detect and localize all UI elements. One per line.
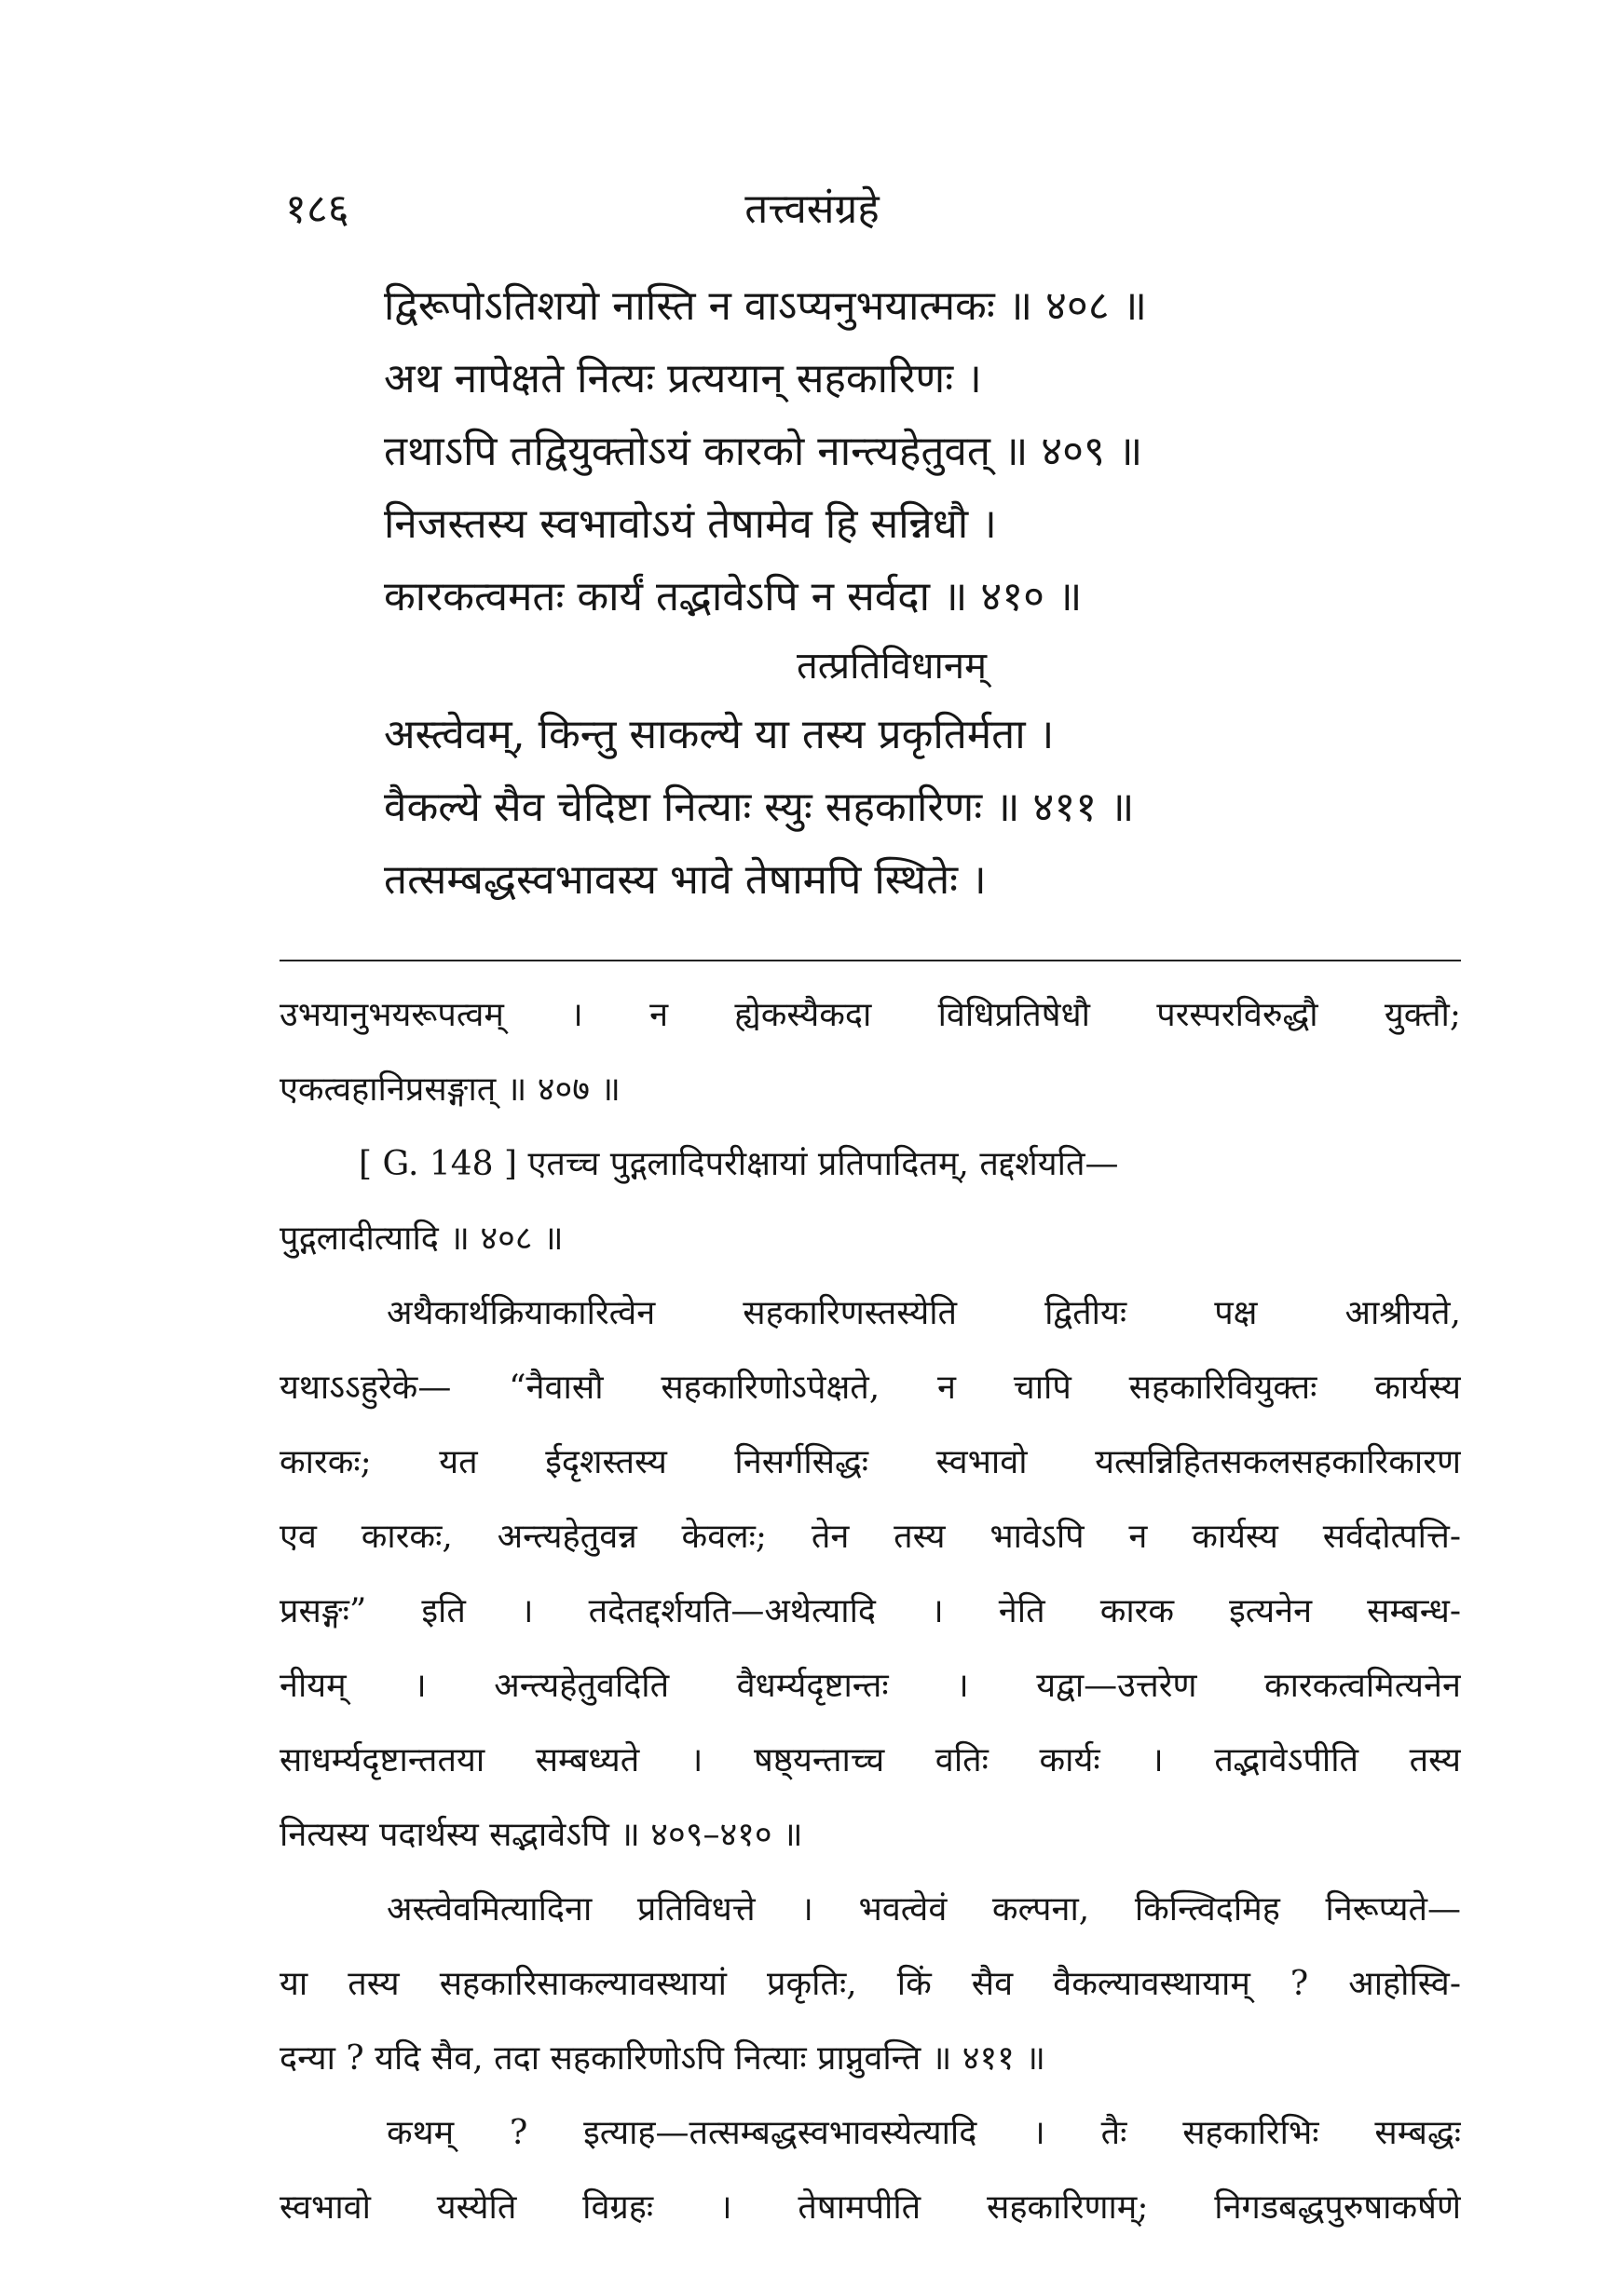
section-divider — [280, 960, 1461, 961]
commentary-block — [280, 978, 1461, 2245]
verse-line: वैकल्ये सैव चेदिष्टा नित्याः स्युः सहकारिणः ॥ ४११ ॥ — [384, 784, 1135, 831]
commentary-line: अथैकार्थक्रियाकारित्वेन सहकारिणस्तस्येति द्वितीयः पक्ष आश्रीयते, — [387, 1294, 1461, 1332]
commentary-line: उभयानुभयरूपत्वम् । न ह्येकस्यैकदा विधिप्रतिषेधौ परस्परविरुद्धौ युक्तौ; — [280, 996, 1461, 1034]
page-number: १८६ — [285, 185, 349, 233]
verse-line: अथ नापेक्षते नित्यः प्रत्ययान् सहकारिणः । — [384, 355, 982, 402]
verse-line: अस्त्वेवम्, किन्तु साकल्ये या तस्य प्रकृतिर्मता । — [384, 711, 1055, 758]
section-heading: तत्प्रतिविधानम् — [797, 645, 987, 688]
commentary-line: नीयम् । अन्त्यहेतुवदिति वैधर्म्यदृष्टान्तः । यद्वा—उत्तरेण कारकत्वमित्यनेन — [280, 1667, 1461, 1705]
commentary-line: [ G. 148 ] एतच्च पुद्गलादिपरीक्षायां प्रतिपादितम्, तद्दर्शयति— — [359, 1145, 1119, 1183]
commentary-line: नित्यस्य पदार्थस्य सद्भावेऽपि ॥ ४०९–४१० ॥ — [280, 1816, 803, 1854]
commentary-line: दन्या ? यदि सैव, तदा सहकारिणोऽपि नित्याः प्राप्नुवन्ति ॥ ४११ ॥ — [280, 2039, 1045, 2078]
commentary-line: साधर्म्यदृष्टान्ततया सम्बध्यते । षष्ठ्यन्ताच्च वतिः कार्यः । तद्भावेऽपीति तस्य — [280, 1741, 1461, 1779]
commentary-line: कथम् ? इत्याह—तत्सम्बद्धस्वभावस्येत्यादि । तैः सहकारिभिः सम्बद्धः — [387, 2114, 1461, 2152]
verse-line: द्विरूपोऽतिशयो नास्ति न वाऽप्यनुभयात्मकः ॥ ४०८ ॥ — [384, 282, 1148, 330]
commentary-line: कारकः; यत ईदृशस्तस्य निसर्गसिद्धः स्वभावो यत्सन्निहितसकलसहकारिकारण — [280, 1443, 1461, 1481]
commentary-line: यथाऽऽहुरेके— “नैवासौ सहकारिणोऽपेक्षते, न चापि सहकारिवियुक्तः कार्यस्य — [280, 1369, 1461, 1407]
verse-line: तथाऽपि तद्वियुक्तोऽयं कारको नान्त्यहेतुवत् ॥ ४०९ ॥ — [384, 428, 1143, 475]
commentary-line: या तस्य सहकारिसाकल्यावस्थायां प्रकृतिः, किं सैव वैकल्यावस्थायाम् ? आहोस्वि- — [280, 1965, 1461, 2003]
running-head: तत्त्वसंग्रहे — [744, 185, 880, 233]
verse-block — [384, 270, 1399, 917]
verse-line: तत्सम्बद्धस्वभावस्य भावे तेषामपि स्थितेः । — [384, 856, 987, 904]
commentary-line: एव कारकः, अन्त्यहेतुवन्न केवलः; तेन तस्य भावेऽपि न कार्यस्य सर्वदोत्पत्ति- — [280, 1518, 1461, 1556]
commentary-line: पुद्गलादीत्यादि ॥ ४०८ ॥ — [280, 1220, 564, 1258]
verse-line: निजस्तस्य स्वभावोऽयं तेषामेव हि सन्निधौ । — [384, 500, 997, 548]
commentary-line: एकत्वहानिप्रसङ्गात् ॥ ४०७ ॥ — [280, 1070, 621, 1109]
verse-line: कारकत्वमतः कार्यं तद्भावेऽपि न सर्वदा ॥ ४१० ॥ — [384, 573, 1083, 620]
commentary-line: स्वभावो यस्येति विग्रहः । तेषामपीति सहकारिणाम्; निगडबद्धपुरुषाकर्षणे — [280, 2188, 1461, 2227]
commentary-line: प्रसङ्गः” इति । तदेतद्दर्शयति—अथेत्यादि । नेति कारक इत्यनेन सम्बन्ध- — [280, 1592, 1461, 1630]
commentary-line: अस्त्वेवमित्यादिना प्रतिविधत्ते । भवत्वेवं कल्पना, किन्त्विदमिह निरूप्यते— — [387, 1890, 1461, 1929]
